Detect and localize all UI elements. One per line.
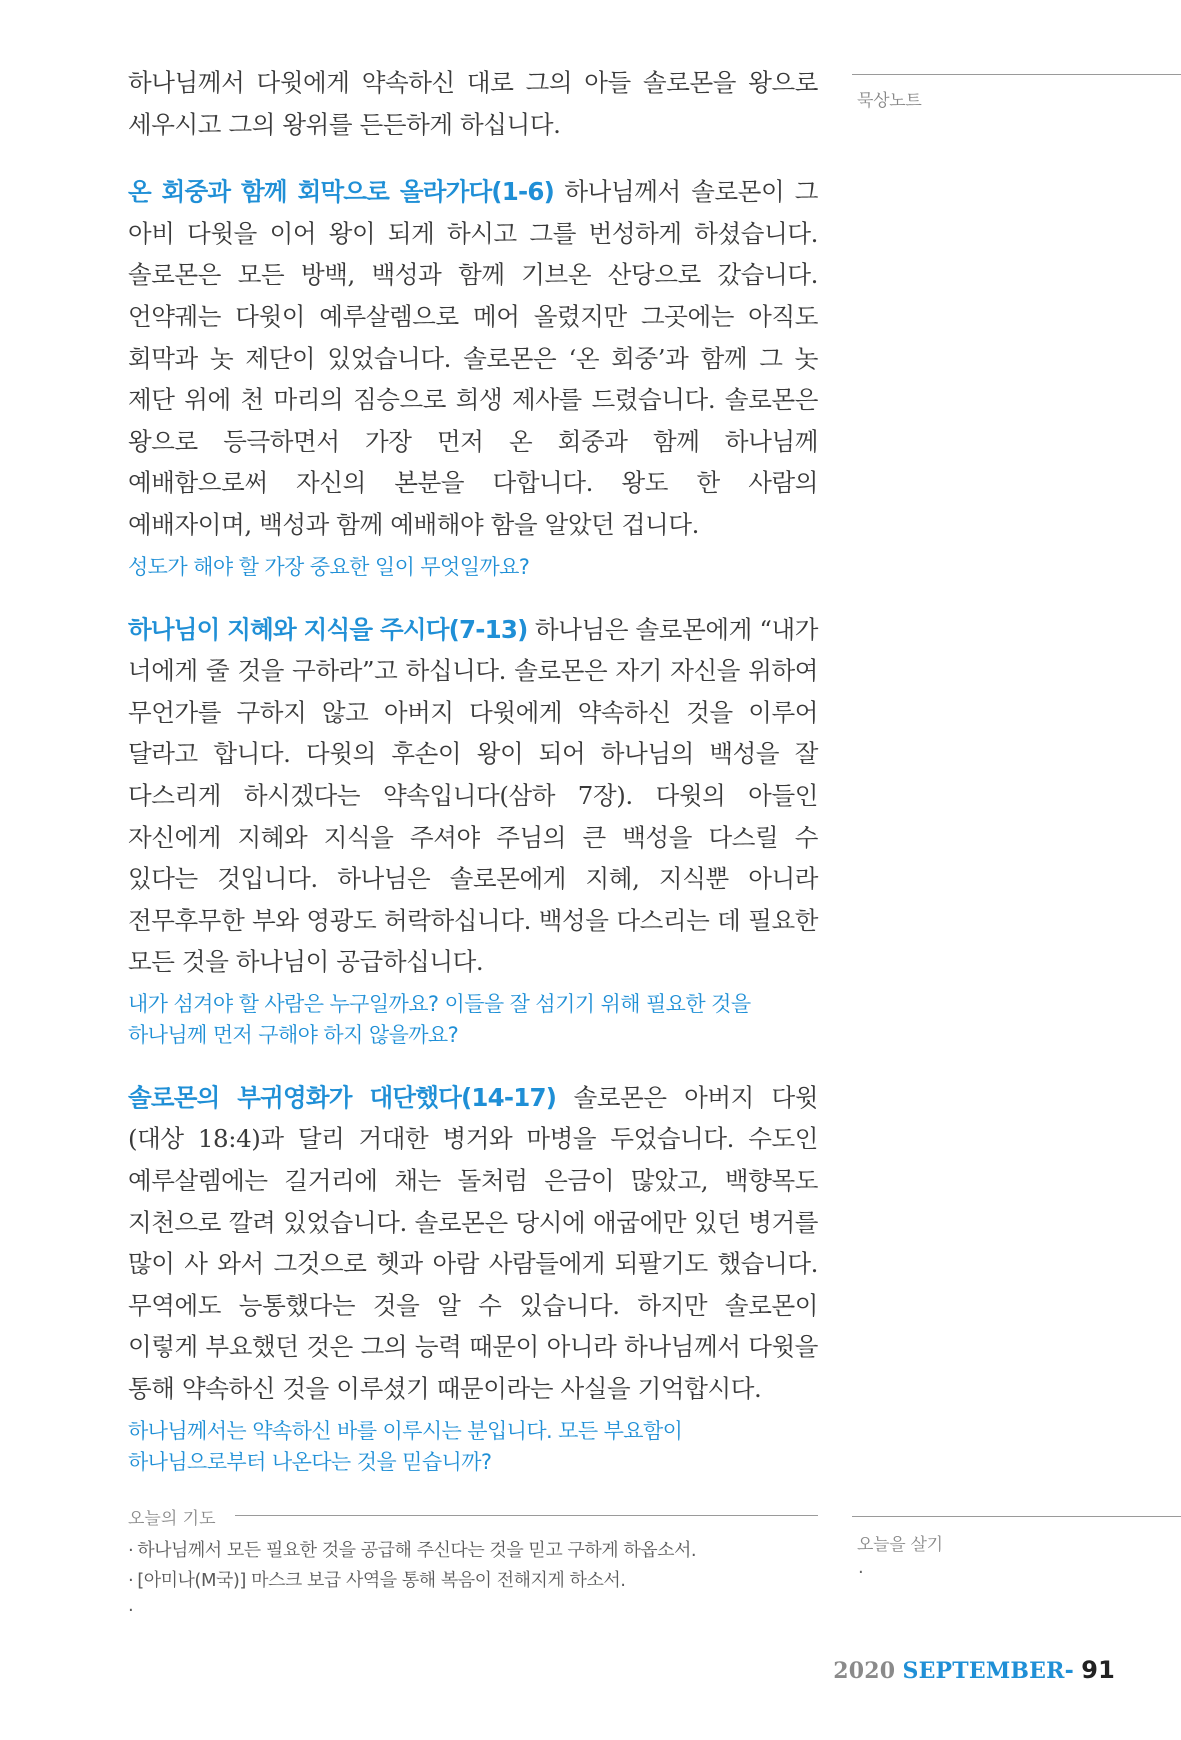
live-label: 오늘을 살기 — [857, 1535, 943, 1555]
prayer-divider — [235, 1515, 818, 1516]
section-3 — [128, 1077, 818, 1478]
reflection-question: 내가 섬겨야 할 사람은 누구일까요? 이들을 잘 섬기기 위해 필요한 것을 하나님께 먼저 구해야 하지 않을까요? — [128, 991, 751, 1047]
section-heading: 온 회중과 함께 회막으로 올라가다(1-6) — [128, 177, 554, 207]
prayer-list — [128, 1536, 696, 1626]
prayer-item: · [아미나(M국)] 마스크 보급 사역을 통해 복음이 전해지게 하소서. — [128, 1566, 696, 1596]
section-heading: 하나님이 지혜와 지식을 주시다(7-13) — [128, 614, 528, 644]
prayer-item — [128, 1596, 696, 1626]
footer-year: 2020 — [833, 1658, 896, 1684]
live-bullet: · — [858, 1562, 864, 1583]
section-paragraph — [128, 171, 818, 545]
footer-month: SEPTEMBER — [902, 1658, 1065, 1684]
notes-label: 묵상노트 — [857, 91, 922, 111]
section-2 — [128, 609, 818, 1051]
section-body: 하나님께서 솔로몬이 그 아비 다윗을 이어 왕이 되게 하시고 그를 번성하게 하셨습니다. 솔로몬은 모든 방백, 백성과 함께 기브온 산당으로 갔습니다. 언약궤는 다윗이 예루살렘으로 메어 올렸지만 그곳에는 아직도 회막과 놋 제단이 있었습니다. 솔로몬은 ‘온 회중’과 함께 그 놋 제단 위에 천 마리의 짐승으로 희생 제사를 드렸습니다. 솔로몬은 왕으로 등극하면서 가장 먼저 온 회중과 함께 하나님께 예배함으로써 자신의 본분을 다합니다. 왕도 한 사람의 예배자이며, 백성과 함께 예배해야 함을 알았던 겁니다. — [128, 177, 818, 539]
section-paragraph — [128, 609, 818, 983]
reflection-question: 성도가 해야 할 가장 중요한 일이 무엇일까요? — [128, 554, 530, 579]
section-body: 솔로몬은 아버지 다윗(대상 18:4)과 달리 거대한 병거와 마병을 두었습니다. 수도인 예루살렘에는 길거리에 채는 돌처럼 은금이 많았고, 백향목도 지천으로 깔려 있었습니다. 솔로몬은 당시에 애굽에만 있던 병거를 많이 사 와서 그것으로 헷과 아람 사람들에게 되팔기도 했습니다. 무역에도 능통했다는 것을 알 수 있습니다. 하지만 솔로몬이 이렇게 부요했던 것은 그의 능력 때문이 아니라 하나님께서 다윗을 통해 약속하신 것을 이루셨기 때문이라는 사실을 기억합시다. — [128, 1082, 818, 1404]
section-body: 하나님은 솔로몬에게 “내가 너에게 줄 것을 구하라”고 하십니다. 솔로몬은 자기 자신을 위하여 무언가를 구하지 않고 아버지 다윗에게 약속하신 것을 이루어 달라고 합니다. 다윗의 후손이 왕이 되어 하나님의 백성을 잘 다스리게 하시겠다는 약속입니다(삼하 7장). 다윗의 아들인 자신에게 지혜와 지식을 주셔야 주님의 큰 백성을 다스릴 수 있다는 것입니다. 하나님은 솔로몬에게 지혜, 지식뿐 아니라 전무후무한 부와 영광도 허락하십니다. 백성을 다스리는 데 필요한 모든 것을 하나님이 공급하십니다. — [128, 614, 818, 977]
section-heading: 솔로몬의 부귀영화가 대단했다(14-17) — [128, 1082, 557, 1112]
prayer-item: · 하나님께서 모든 필요한 것을 공급해 주신다는 것을 믿고 구하게 하옵소서. — [128, 1536, 696, 1566]
notes-divider — [852, 74, 1181, 75]
page-footer — [833, 1656, 1115, 1684]
reflection-question: 하나님께서는 약속하신 바를 이루시는 분입니다. 모든 부요함이 하나님으로부터 나온다는 것을 믿습니까? — [128, 1418, 683, 1474]
intro-paragraph: 하나님께서 다윗에게 약속하신 대로 그의 아들 솔로몬을 왕으로 세우시고 그의 왕위를 든든하게 하십니다. — [128, 68, 818, 139]
footer-dash: - — [1064, 1659, 1074, 1684]
main-column — [128, 62, 818, 1478]
page-number: 91 — [1081, 1656, 1115, 1684]
live-divider — [852, 1516, 1181, 1517]
section-1 — [128, 171, 818, 582]
section-paragraph — [128, 1077, 818, 1410]
prayer-title: 오늘의 기도 — [128, 1509, 216, 1529]
